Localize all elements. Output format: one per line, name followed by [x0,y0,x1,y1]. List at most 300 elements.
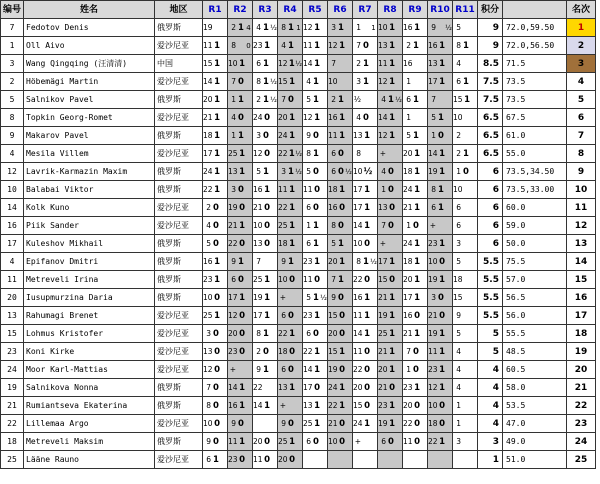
opponent-number: 18 [328,184,338,194]
opponent-number: 21 [378,382,388,392]
opponent-number: 7 [356,40,361,50]
round-cell [228,433,253,451]
round-cell [278,55,303,73]
round-cell [353,19,378,37]
round-cell [378,19,403,37]
round-cell [303,91,328,109]
opponent-number: 12 [428,382,438,392]
round-result: 1 [288,148,295,159]
opponent-number: 16 [353,292,363,302]
opponent-number: 25 [303,418,313,428]
opponent-number: 1 [456,400,461,410]
opponent-number: 11 [303,40,313,50]
round-cell [303,325,328,343]
round-cell [228,55,253,73]
round-cell [403,451,428,469]
opponent-number: 20 [278,454,288,464]
round-cell [278,19,303,37]
round-result: ½ [363,166,373,177]
round-cell [353,109,378,127]
round-cell [278,379,303,397]
player-tiebreak: 57.0 [503,271,567,289]
opponent-number: 6 [306,436,311,446]
round-cell [428,325,453,343]
round-cell [403,217,428,235]
round-cell [278,91,303,109]
round-result: 0 [413,346,419,357]
opponent-number: 9 [281,256,286,266]
round-result: 1 [364,220,371,231]
round-result: 1 [439,76,446,87]
player-tiebreak: 73.5 [503,91,567,109]
round-result: 0 [239,310,246,321]
player-name: Salnikova Nonna [24,379,155,397]
player-points: 5.5 [478,289,503,307]
round-result: 1 [339,130,346,141]
round-cell [278,145,303,163]
opponent-number: 19 [428,274,438,284]
round-result: 1 [414,22,421,33]
round-extra: ½ [345,167,352,176]
opponent-number: 23 [303,256,313,266]
player-number: 11 [1,271,24,289]
round-cell [453,433,478,451]
opponent-number: 15 [453,292,463,302]
opponent-number: 24 [278,130,288,140]
round-result: 0 [313,166,319,177]
opponent-number: 2 [256,94,261,104]
opponent-number: 20 [403,148,413,158]
round-cell [253,451,278,469]
player-name: Oll Aivo [24,37,155,55]
round-cell [303,109,328,127]
round-cell [328,55,353,73]
round-result: 1 [239,400,246,411]
round-result: 1 [438,112,444,123]
player-name: Iusupmurzina Daria [24,289,155,307]
opponent-number: 4 [381,166,386,176]
round-cell [228,361,253,379]
round-result: 0 [388,184,394,195]
opponent-number: 20 [328,256,338,266]
round-result: 1 [264,40,271,51]
player-number: 21 [1,397,24,415]
round-cell [378,433,403,451]
player-points: 5.5 [478,253,503,271]
opponent-number: 16 [403,310,413,320]
player-points: 7.5 [478,73,503,91]
round-cell [428,307,453,325]
round-cell [353,181,378,199]
round-cell [428,253,453,271]
table-row [1,451,596,469]
player-region: 俄罗斯 [155,91,203,109]
round-result: 0 [339,418,346,429]
round-result: 0 [264,238,271,249]
round-result: 0 [263,346,269,357]
round-result: 0 [413,220,419,231]
opponent-number: 4 [456,346,461,356]
player-name: Kuleshov Mikhail [24,235,155,253]
round-result: 1 [439,274,446,285]
round-cell [303,37,328,55]
round-cell [428,235,453,253]
opponent-number: 21 [403,328,413,338]
round-cell [278,361,303,379]
opponent-number: 14 [428,148,438,158]
round-cell [303,73,328,91]
opponent-number: 7 [331,58,336,68]
round-cell [378,415,403,433]
round-cell [453,163,478,181]
table-row [1,253,596,271]
round-cell [353,163,378,181]
round-result: 1 [313,292,319,303]
opponent-number: 4 [206,220,211,230]
round-result: 1 [389,364,396,375]
round-cell [453,361,478,379]
opponent-number: 3 [231,184,236,194]
opponent-number: 10 [228,58,238,68]
round-result: 1 [264,400,271,411]
opponent-number: 19 [203,22,213,32]
round-cell [278,235,303,253]
round-result: 1 [463,40,469,51]
player-name: Balabai Viktor [24,181,155,199]
round-result: 0 [314,382,321,393]
round-result: 1 [238,22,244,33]
opponent-number: 10 [203,418,213,428]
opponent-number: 5 [331,238,336,248]
round-cell [403,55,428,73]
player-tiebreak: 55.0 [503,145,567,163]
opponent-number: 17 [353,184,363,194]
player-tiebreak: 60.0 [503,199,567,217]
round-cell [453,271,478,289]
player-points: 4 [478,397,503,415]
round-cell [253,73,278,91]
round-cell [353,289,378,307]
opponent-number: 7 [206,382,211,392]
round-cell [228,145,253,163]
round-cell [203,55,228,73]
round-extra: ½ [295,149,302,158]
round-result: 1 [439,382,446,393]
round-cell [428,55,453,73]
round-cell [203,325,228,343]
table-row [1,307,596,325]
table-row [1,91,596,109]
round-cell [228,343,253,361]
player-points: 6.5 [478,127,503,145]
player-number: 12 [1,163,24,181]
opponent-number: 17 [353,202,363,212]
opponent-number: 6 [456,202,461,212]
round-result: 1 [214,148,221,159]
player-number: 14 [1,199,24,217]
round-cell [328,343,353,361]
round-cell [453,181,478,199]
player-region: 俄罗斯 [155,19,203,37]
player-region: 爱沙尼亚 [155,451,203,469]
round-cell [203,451,228,469]
round-result: 1 [464,94,471,105]
opponent-number: 8 [456,40,461,50]
round-result: 1 [439,40,446,51]
player-place: 6 [567,109,596,127]
player-tiebreak: 61.0 [503,127,567,145]
round-cell [253,109,278,127]
round-cell [203,145,228,163]
opponent-number: 11 [203,40,213,50]
opponent-number: 1 [381,184,386,194]
player-name: Kolk Kuno [24,199,155,217]
round-cell [428,199,453,217]
round-cell [278,307,303,325]
player-name: Höbemägi Martin [24,73,155,91]
player-region: 爱沙尼亚 [155,415,203,433]
opponent-number: 9 [306,130,311,140]
round-result: 0 [289,274,296,285]
round-result: 0 [339,328,346,339]
opponent-number: 12 [328,40,338,50]
opponent-number: + [379,148,386,158]
round-result: 1 [238,94,244,105]
round-result: 0 [364,274,371,285]
round-cell [428,127,453,145]
round-result: 0 [313,328,319,339]
opponent-number: 17 [203,148,213,158]
opponent-number: 2 [206,202,211,212]
round-result: 0 [388,436,394,447]
player-points: 1 [478,451,503,469]
round-cell [428,397,453,415]
opponent-number: 18 [453,274,463,284]
player-name: Lillemaa Argo [24,415,155,433]
round-result: 1 [314,22,321,33]
round-cell [328,109,353,127]
opponent-number: 21 [403,202,413,212]
round-cell [428,91,453,109]
player-name: Moor Karl-Mattias [24,361,155,379]
round-result: 0 [214,418,221,429]
opponent-number: 1 [406,364,411,374]
opponent-number: 11 [403,436,413,446]
opponent-number: 10 [328,436,338,446]
opponent-number: 8 [331,220,336,230]
round-cell [228,163,253,181]
round-cell [428,19,453,37]
round-result: 1 [389,76,396,87]
round-cell [328,397,353,415]
player-points: 9 [478,37,503,55]
player-number: 17 [1,235,24,253]
player-number: 18 [1,433,24,451]
opponent-number: 10 [353,166,363,176]
opponent-number: 3 [281,166,286,176]
round-cell [278,271,303,289]
player-points: 5.5 [478,271,503,289]
round-result: 1 [314,112,321,123]
round-result: 1 [263,22,269,33]
opponent-number: 15 [453,94,463,104]
opponent-number: 22 [353,364,363,374]
round-result: 0 [338,166,344,177]
opponent-number: 20 [203,94,213,104]
round-result: 1 [313,94,319,105]
opponent-number: 19 [378,418,388,428]
opponent-number: 22 [278,202,288,212]
round-cell [253,397,278,415]
round-result: 0 [364,400,371,411]
opponent-number: 6 [306,328,311,338]
round-cell [203,91,228,109]
opponent-number: 1 [456,418,461,428]
table-row [1,397,596,415]
round-result: 1 [289,436,296,447]
round-result: 0 [364,382,371,393]
round-extra: ½ [320,293,327,302]
round-result: 1 [314,418,321,429]
player-region: 爱沙尼亚 [155,325,203,343]
round-cell [328,379,353,397]
round-result: 1 [214,58,221,69]
round-cell [453,55,478,73]
player-number: 15 [1,325,24,343]
round-cell [228,379,253,397]
opponent-number: 20 [253,436,263,446]
player-region: 中国 [155,55,203,73]
round-cell [378,325,403,343]
opponent-number: 9 [281,418,286,428]
opponent-number: 6 [406,94,411,104]
round-result: 1 [314,400,321,411]
round-cell [453,109,478,127]
round-result: 1 [313,148,319,159]
opponent-number: 16 [228,400,238,410]
opponent-number: 1 [356,22,361,32]
round-cell [253,55,278,73]
round-result: 1 [313,238,319,249]
round-cell [253,271,278,289]
opponent-number: 3 [331,22,336,32]
player-region: 爱沙尼亚 [155,199,203,217]
player-name: Metreveli Maksim [24,433,155,451]
player-region: 爱沙尼亚 [155,361,203,379]
round-cell [253,19,278,37]
opponent-number: 5 [456,256,461,266]
opponent-number: 5 [456,22,461,32]
round-result: 1 [414,328,421,339]
round-cell [353,217,378,235]
round-cell [353,379,378,397]
player-tiebreak: 53.5 [503,397,567,415]
round-result: 1 [288,166,294,177]
player-region: 俄罗斯 [155,235,203,253]
round-result: 1 [414,184,421,195]
table-row [1,19,596,37]
round-cell [453,253,478,271]
round-result: 1 [389,22,396,33]
round-result: 1 [363,58,369,69]
player-tiebreak: 72.0,56.50 [503,37,567,55]
round-cell [428,109,453,127]
round-result: 0 [288,310,294,321]
round-result: 0 [289,454,296,465]
round-result: 1 [463,148,469,159]
opponent-number: 10 [378,22,388,32]
round-result: 1 [389,400,396,411]
round-result: 1 [289,202,296,213]
round-result: 0 [414,310,421,321]
round-cell [403,361,428,379]
round-cell [328,325,353,343]
round-cell [453,343,478,361]
opponent-number: 17 [303,382,313,392]
round-cell [453,217,478,235]
opponent-number: 2 [256,346,261,356]
opponent-number: 5 [431,112,436,122]
round-cell [278,451,303,469]
round-cell [378,145,403,163]
round-result: 0 [239,238,246,249]
opponent-number: 22 [278,148,288,158]
player-tiebreak: 67.5 [503,109,567,127]
opponent-number: 4 [356,112,361,122]
round-cell [378,91,403,109]
opponent-number: 21 [253,202,263,212]
player-tiebreak: 51.0 [503,451,567,469]
player-number: 25 [1,451,24,469]
player-points: 5.5 [478,307,503,325]
round-cell [203,253,228,271]
player-place: 4 [567,73,596,91]
opponent-number: 10 [278,274,288,284]
player-tiebreak: 50.0 [503,235,567,253]
round-result: 0 [213,220,219,231]
player-number: 4 [1,145,24,163]
player-number: 1 [1,37,24,55]
opponent-number: 18 [203,130,213,140]
opponent-number: 6 [281,310,286,320]
round-result: 0 [339,436,346,447]
round-cell [453,397,478,415]
round-cell [253,433,278,451]
round-cell [353,451,378,469]
round-result: 1 [339,382,346,393]
round-cell [303,181,328,199]
round-cell [253,199,278,217]
opponent-number: 24 [403,184,413,194]
player-name: Mesila Villem [24,145,155,163]
opponent-number: 7 [431,94,436,104]
opponent-number: 10 [428,400,438,410]
round-result: 1 [439,58,446,69]
opponent-number: 6 [206,454,211,464]
round-cell [278,163,303,181]
round-cell [303,361,328,379]
round-cell [453,451,478,469]
player-points: 8.5 [478,55,503,73]
player-tiebreak: 73.5,34.50 [503,163,567,181]
round-cell [253,217,278,235]
round-extra: 0 [246,41,251,50]
opponent-number: 18 [403,256,413,266]
round-cell [353,55,378,73]
round-result: 1 [214,256,221,267]
opponent-number: 23 [428,238,438,248]
round-result: 0 [338,148,344,159]
